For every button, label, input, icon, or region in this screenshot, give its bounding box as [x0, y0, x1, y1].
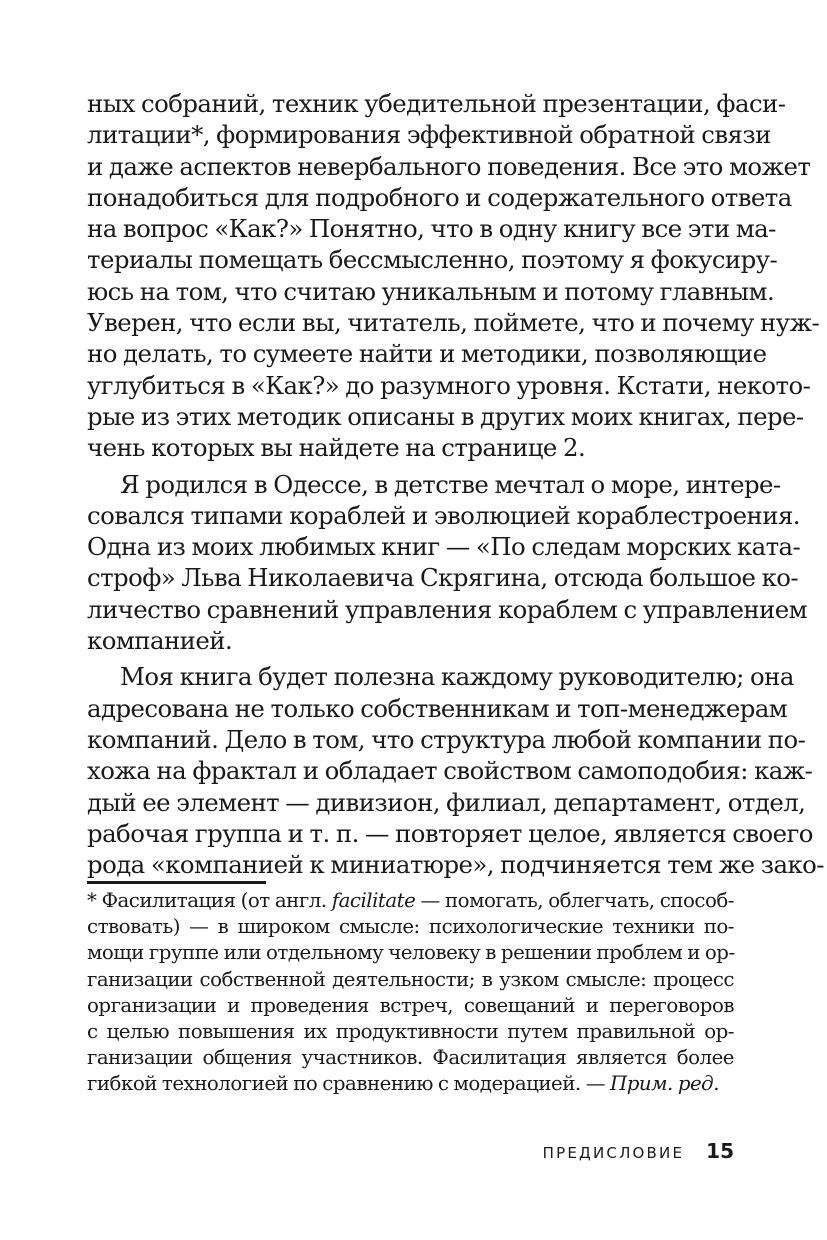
text-line: рабочая группа и т. п. — повторяет целое, является своего: [87, 818, 813, 848]
text-line: рода «компанией к миниатюре», подчиняется тем же зако-: [87, 850, 824, 880]
footnote-line: мощи группе или отдельному человеку в решении проблем и ор-: [87, 941, 735, 965]
text-line: хожа на фрактал и обладает свойством самоподобия: каж-: [87, 756, 813, 786]
text-line: и даже аспектов невербального поведения. Все это может: [87, 151, 811, 181]
text-line: но делать, то сумеете найти и методики, позволяющие: [87, 339, 767, 369]
text-line: дый ее элемент — дивизион, филиал, департамент, отдел,: [87, 787, 806, 817]
paragraph-1: [87, 88, 820, 464]
text-line: литации*, формирования эффективной обратной связи: [87, 120, 771, 150]
main-text: [87, 88, 824, 885]
text-line: Одна из моих любимых книг — «По следам морских ката-: [87, 532, 801, 562]
text-line: юсь на том, что считаю уникальным и потому главным.: [87, 276, 775, 306]
text-line: Моя книга будет полезна каждому руководителю; она: [120, 662, 794, 692]
text-line: на вопрос «Как?» Понятно, что в одну книгу все эти ма-: [87, 214, 776, 244]
footnote-line: * Фасилитация (от англ. facilitate — помогать, облегчать, способ-: [87, 889, 734, 912]
text-line: личество сравнений управления кораблем с управлением: [87, 594, 808, 624]
running-section-title: ПРЕДИСЛОВИЕ: [542, 1144, 685, 1162]
footnote: [87, 888, 734, 1098]
footnote-line: с целью повышения их продуктивности путем правильной ор-: [87, 1019, 734, 1043]
footnote-line: организации и проведения встреч, совещаний и переговоров: [87, 993, 734, 1017]
page-number: 15: [706, 1139, 734, 1163]
text-line: углубиться в «Как?» до разумного уровня. Кстати, некото-: [87, 370, 811, 400]
text-line: рые из этих методик описаны в других моих книгах, пере-: [87, 401, 804, 431]
page-footer: [543, 1139, 734, 1163]
footnote-line: ганизации собственной деятельности; в узком смысле: процесс: [87, 967, 734, 991]
paragraph-3: [87, 661, 824, 880]
footnote-line: ствовать) — в широком смысле: психологические техники по-: [87, 915, 734, 939]
footnote-divider: [87, 881, 266, 884]
text-line: Я родился в Одессе, в детстве мечтал о море, интере-: [120, 469, 781, 499]
footnote-line: гибкой технологией по сравнению с модерацией. — Прим. ред.: [87, 1072, 720, 1096]
text-line: совался типами кораблей и эволюцией кораблестроения.: [87, 500, 800, 530]
text-line: адресована не только собственникам и топ-менеджерам: [87, 693, 788, 723]
paragraph-2: [87, 469, 808, 657]
text-line: строф» Льва Николаевича Скрягина, отсюда большое ко-: [87, 563, 799, 593]
text-line: компанией.: [87, 626, 233, 656]
footnote-line: ганизации общения участников. Фасилитация является более: [87, 1046, 734, 1070]
text-line: чень которых вы найдете на странице 2.: [87, 433, 586, 463]
text-line: Уверен, что если вы, читатель, поймете, что и почему нуж-: [87, 308, 820, 338]
text-line: ных собраний, техник убедительной презентации, фаси-: [87, 89, 786, 118]
text-line: компаний. Дело в том, что структура любой компании по-: [87, 724, 806, 754]
text-line: понадобиться для подробного и содержательного ответа: [87, 182, 792, 212]
text-line: териалы помещать бессмысленно, поэтому я фокусиру-: [87, 245, 778, 275]
